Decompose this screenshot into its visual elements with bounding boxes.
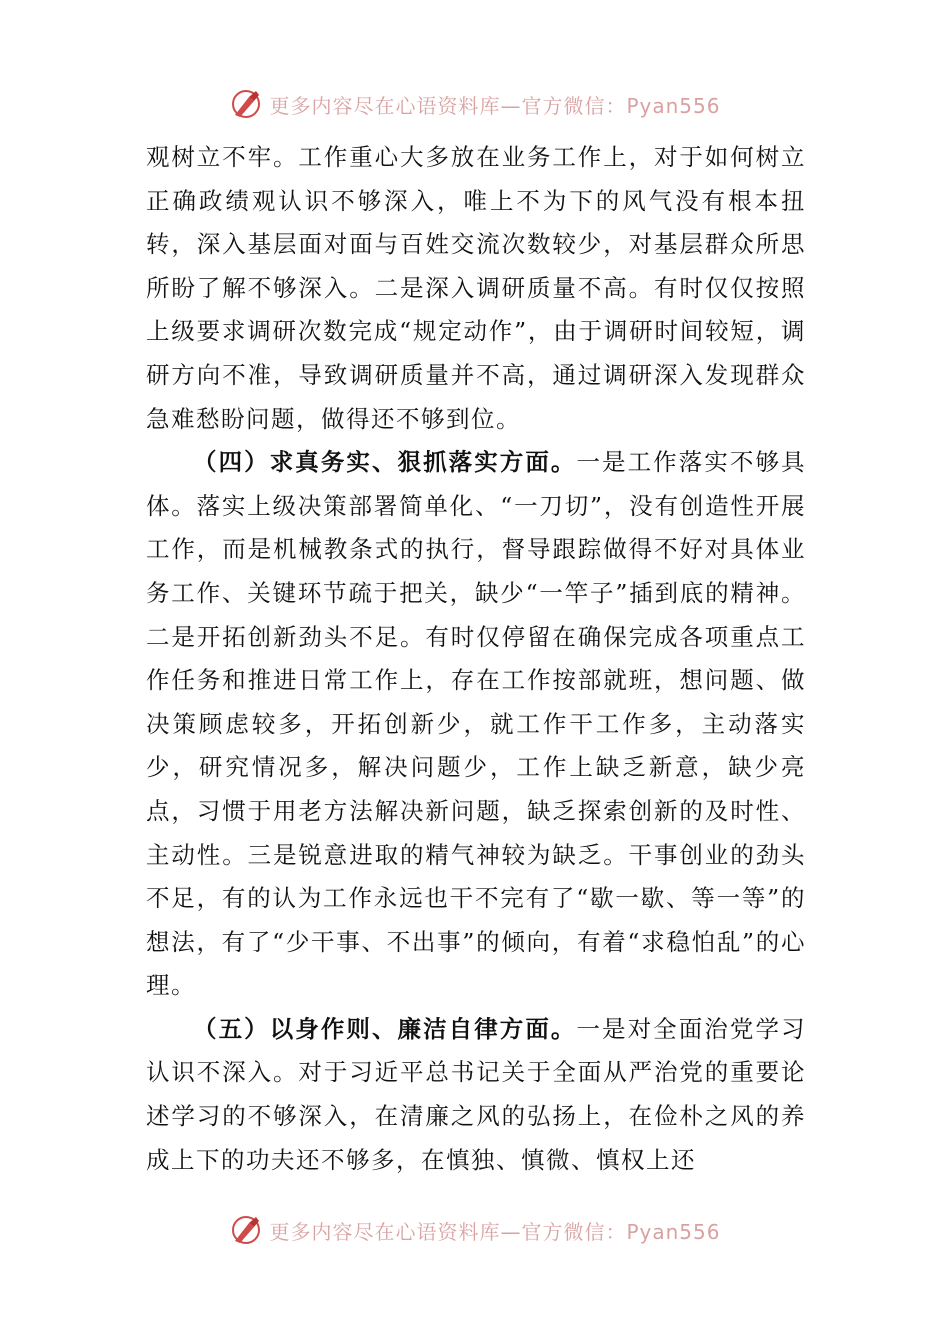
section-heading-5: （五）以身作则、廉洁自律方面。	[193, 1014, 577, 1043]
watermark-text: 更多内容尽在心语资料库—官方微信：Pyan556	[269, 1219, 721, 1244]
pen-nib-circle-icon	[229, 87, 263, 121]
paragraph-3	[146, 1008, 806, 1182]
paragraph-2-body: 一是工作落实不够具体。落实上级决策部署简单化、“一刀切”，没有创造性开展工作，而是机械教条式的执行，督导跟踪做得不好对具体业务工作、关键环节疏于把关，缺少“一竿子”插到底的精神。二是开拓创新劲头不足。有时仅停留在确保完成各项重点工作任务和推进日常工作上，存在工作按部就班，想问题、做决策顾虑较多，开拓创新少，就工作干工作多，主动落实少，研究情况多，解决问题少，工作上缺乏新意，缺少亮点，习惯于用老方法解决新问题，缺乏探索创新的及时性、主动性。三是锐意进取的精气神较为缺乏。干事创业的劲头不足，有的认为工作永远也干不完有了“歇一歇、等一等”的想法，有了“少干事、不出事”的倾向，有着“求稳怕乱”的心理。	[146, 448, 807, 1000]
paragraph-2	[146, 441, 806, 1008]
paragraph-1	[146, 136, 806, 441]
paragraph-3-body: 一是对全面治党学习认识不深入。对于习近平总书记关于全面从严治党的重要论述学习的不够深入，在清廉之风的弘扬上，在俭朴之风的养成上下的功夫还不够多，在慎独、慎微、慎权上还	[146, 1014, 807, 1174]
document-body	[146, 136, 806, 1182]
watermark-banner-bottom	[0, 1208, 950, 1252]
section-heading-4: （四）求真务实、狠抓落实方面。	[193, 448, 577, 477]
pen-nib-circle-icon	[229, 1213, 263, 1247]
watermark-banner-top	[0, 82, 950, 126]
paragraph-1-body: 观树立不牢。工作重心大多放在业务工作上，对于如何树立正确政绩观认识不够深入，唯上不为下的风气没有根本扭转，深入基层面对面与百姓交流次数较少，对基层群众所思所盼了解不够深入。二是深入调研质量不高。有时仅仅按照上级要求调研次数完成“规定动作”，由于调研时间较短，调研方向不准，导致调研质量并不高，通过调研深入发现群众急难愁盼问题，做得还不够到位。	[146, 143, 806, 433]
watermark-text: 更多内容尽在心语资料库—官方微信：Pyan556	[269, 93, 721, 118]
